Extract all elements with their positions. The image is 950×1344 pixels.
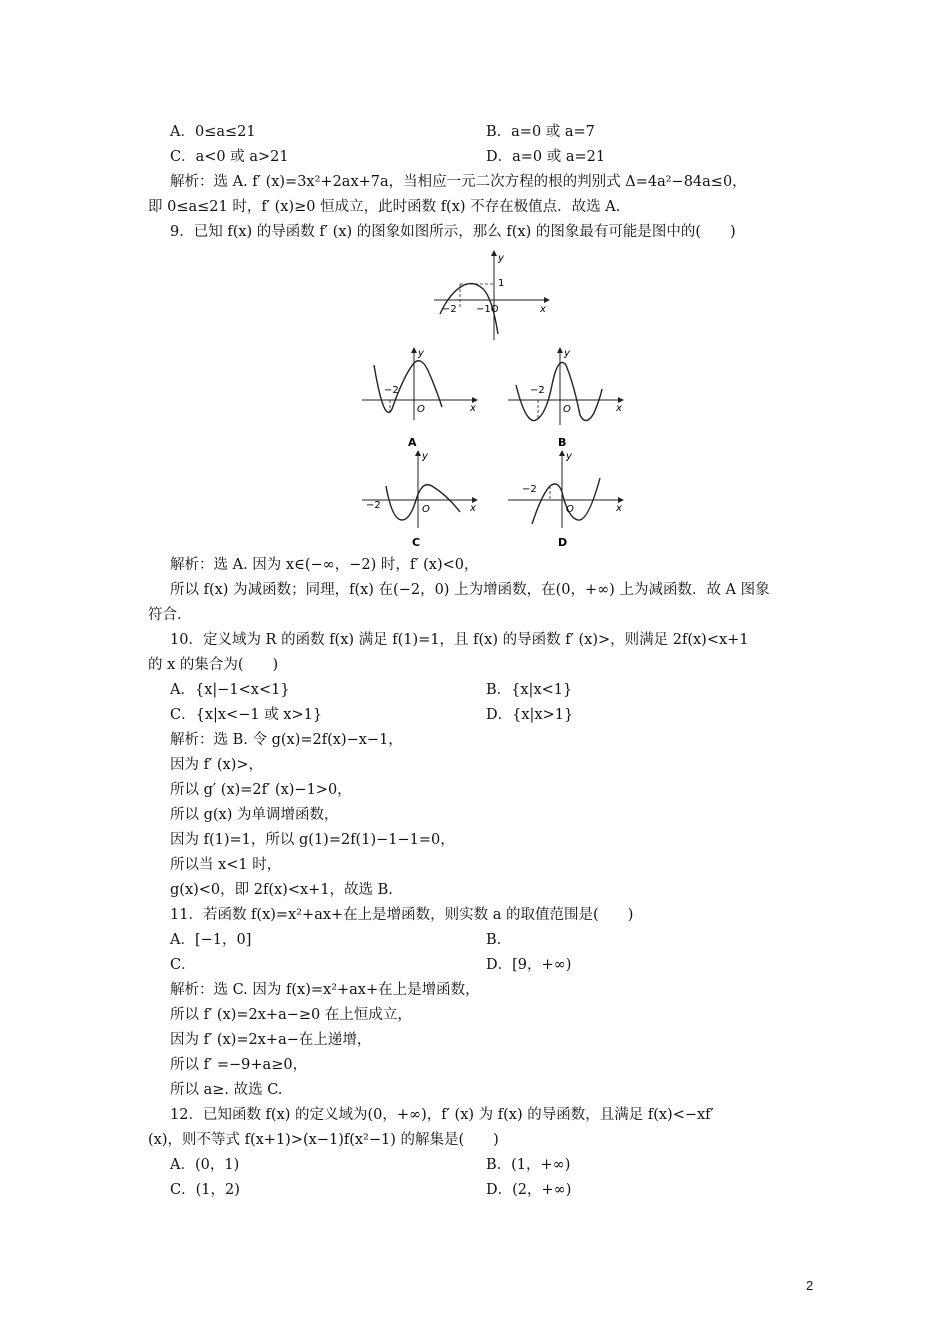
q9-graph-a — [362, 345, 480, 450]
svg-text:x: x — [470, 503, 476, 514]
graph-b-curve — [516, 363, 602, 421]
q11-option-d: D．[9，+∞) — [486, 957, 572, 973]
graph-a-label: A — [408, 436, 417, 449]
q12-option-b: B．(1，+∞) — [486, 1157, 571, 1173]
deriv-tick-1: 1 — [498, 278, 505, 289]
q11-solution-line: 因为 f′ (x)=2x+a−在上递增， — [170, 1032, 372, 1048]
q10-option-d: D．{x|x>1} — [486, 707, 574, 723]
q8-option-a: A．0≤a≤21 — [170, 124, 256, 140]
q11-solution-line: 所以 f′ =−9+a≥0， — [170, 1057, 308, 1073]
q11-solution-line: 解析：选 C. 因为 f(x)=x²+ax+在上是增函数， — [170, 982, 480, 998]
q9-graph-d — [508, 448, 626, 550]
svg-text:−2: −2 — [530, 385, 545, 396]
svg-text:−2: −2 — [384, 385, 399, 396]
q10-solution-line: 因为 f′ (x)>， — [170, 757, 264, 773]
q10-solution-line: 解析：选 B. 令 g(x)=2f(x)−x−1， — [170, 732, 403, 748]
svg-text:−2: −2 — [366, 500, 381, 511]
q11-option-a: A．[−1，0] — [170, 932, 252, 948]
q10-solution-line: g(x)<0，即 2f(x)<x+1，故选 B. — [170, 882, 393, 898]
q8-option-c: C．a<0 或 a>21 — [170, 149, 289, 165]
q8-solution-line-2: 即 0≤a≤21 时，f′ (x)≥0 恒成立，此时函数 f(x) 不存在极值点．故选 A. — [148, 199, 621, 215]
q9-graph-b — [508, 345, 626, 450]
svg-text:y: y — [564, 348, 570, 359]
svg-text:y: y — [566, 451, 572, 462]
q9-graph-c — [362, 448, 480, 550]
q10-solution-line: 所以 g′ (x)=2f′ (x)−1>0， — [170, 782, 352, 798]
svg-text:x: x — [616, 503, 622, 514]
q11-option-b: B． — [486, 932, 512, 948]
svg-text:O: O — [566, 504, 574, 515]
svg-text:y: y — [422, 451, 428, 462]
svg-text:O: O — [563, 404, 571, 415]
q10-stem-line-2: 的 x 的集合为( ) — [148, 657, 279, 673]
deriv-y-label: y — [498, 253, 504, 264]
q8-solution-line-1: 解析：选 A. f′ (x)=3x²+2ax+7a，当相应一元二次方程的根的判别式 Δ=4a²−84a≤0， — [170, 174, 747, 190]
svg-text:y: y — [418, 348, 424, 359]
deriv-tick-m1-o: −1O — [476, 304, 499, 315]
q9-solution-line-3: 符合． — [148, 607, 192, 623]
q10-option-c: C．{x|x<−1 或 x>1} — [170, 707, 323, 723]
q11-stem: 11．若函数 f(x)=x²+ax+在上是增函数，则实数 a 的取值范围是( ) — [170, 907, 634, 923]
q12-option-d: D．(2，+∞) — [486, 1182, 572, 1198]
q12-stem-line-1: 12．已知函数 f(x) 的定义域为(0，+∞)，f′ (x) 为 f(x) 的导函数，且满足 f(x)<−xf′ — [170, 1107, 714, 1123]
graph-d-curve — [532, 478, 600, 524]
q12-stem-line-2: (x)，则不等式 f(x+1)>(x−1)f(x²−1) 的解集是( ) — [148, 1132, 499, 1148]
q12-option-a: A．(0，1) — [170, 1157, 240, 1173]
q10-solution-line: 所以 g(x) 为单调增函数， — [170, 807, 339, 823]
q12-option-c: C．(1，2) — [170, 1182, 240, 1198]
q9-derivative-graph — [432, 248, 552, 343]
graph-d-label: D — [558, 536, 568, 549]
q11-option-c: C． — [170, 957, 196, 973]
q9-solution-line-1: 解析：选 A. 因为 x∈(−∞，−2) 时，f′ (x)<0， — [170, 557, 479, 573]
q8-option-b: B．a=0 或 a=7 — [486, 124, 595, 140]
svg-text:O: O — [417, 404, 425, 415]
q10-option-b: B．{x|x<1} — [486, 682, 573, 698]
svg-text:−2: −2 — [522, 484, 537, 495]
graph-c-label: C — [412, 536, 421, 549]
q10-solution-line: 因为 f(1)=1，所以 g(1)=2f(1)−1−1=0， — [170, 832, 455, 848]
svg-text:x: x — [470, 403, 476, 414]
svg-text:O: O — [422, 504, 430, 515]
deriv-tick-m2: −2 — [442, 304, 457, 315]
q10-option-a: A．{x|−1<x<1} — [170, 682, 290, 698]
deriv-x-label: x — [540, 304, 546, 315]
q8-option-d: D．a=0 或 a=21 — [486, 149, 606, 165]
graph-b-label: B — [558, 436, 567, 449]
q11-solution-line: 所以 f′ (x)=2x+a−≥0 在上恒成立， — [170, 1007, 412, 1023]
q9-stem: 9．已知 f(x) 的导函数 f′ (x) 的图象如图所示，那么 f(x) 的图象最有可能是图中的( ) — [170, 224, 736, 240]
q10-stem-line-1: 10．定义域为 R 的函数 f(x) 满足 f(1)=1，且 f(x) 的导函数 f′ (x)>，则满足 2f(x)<x+1 — [170, 632, 749, 648]
svg-text:x: x — [616, 403, 622, 414]
q9-solution-line-2: 所以 f(x) 为减函数；同理，f(x) 在(−2，0) 上为增函数，在(0，+∞) 上为减函数．故 A 图象 — [170, 582, 770, 598]
q11-solution-line: 所以 a≥. 故选 C. — [170, 1082, 283, 1098]
q10-solution-line: 所以当 x<1 时， — [170, 857, 282, 873]
page-number: 2 — [806, 1278, 814, 1293]
